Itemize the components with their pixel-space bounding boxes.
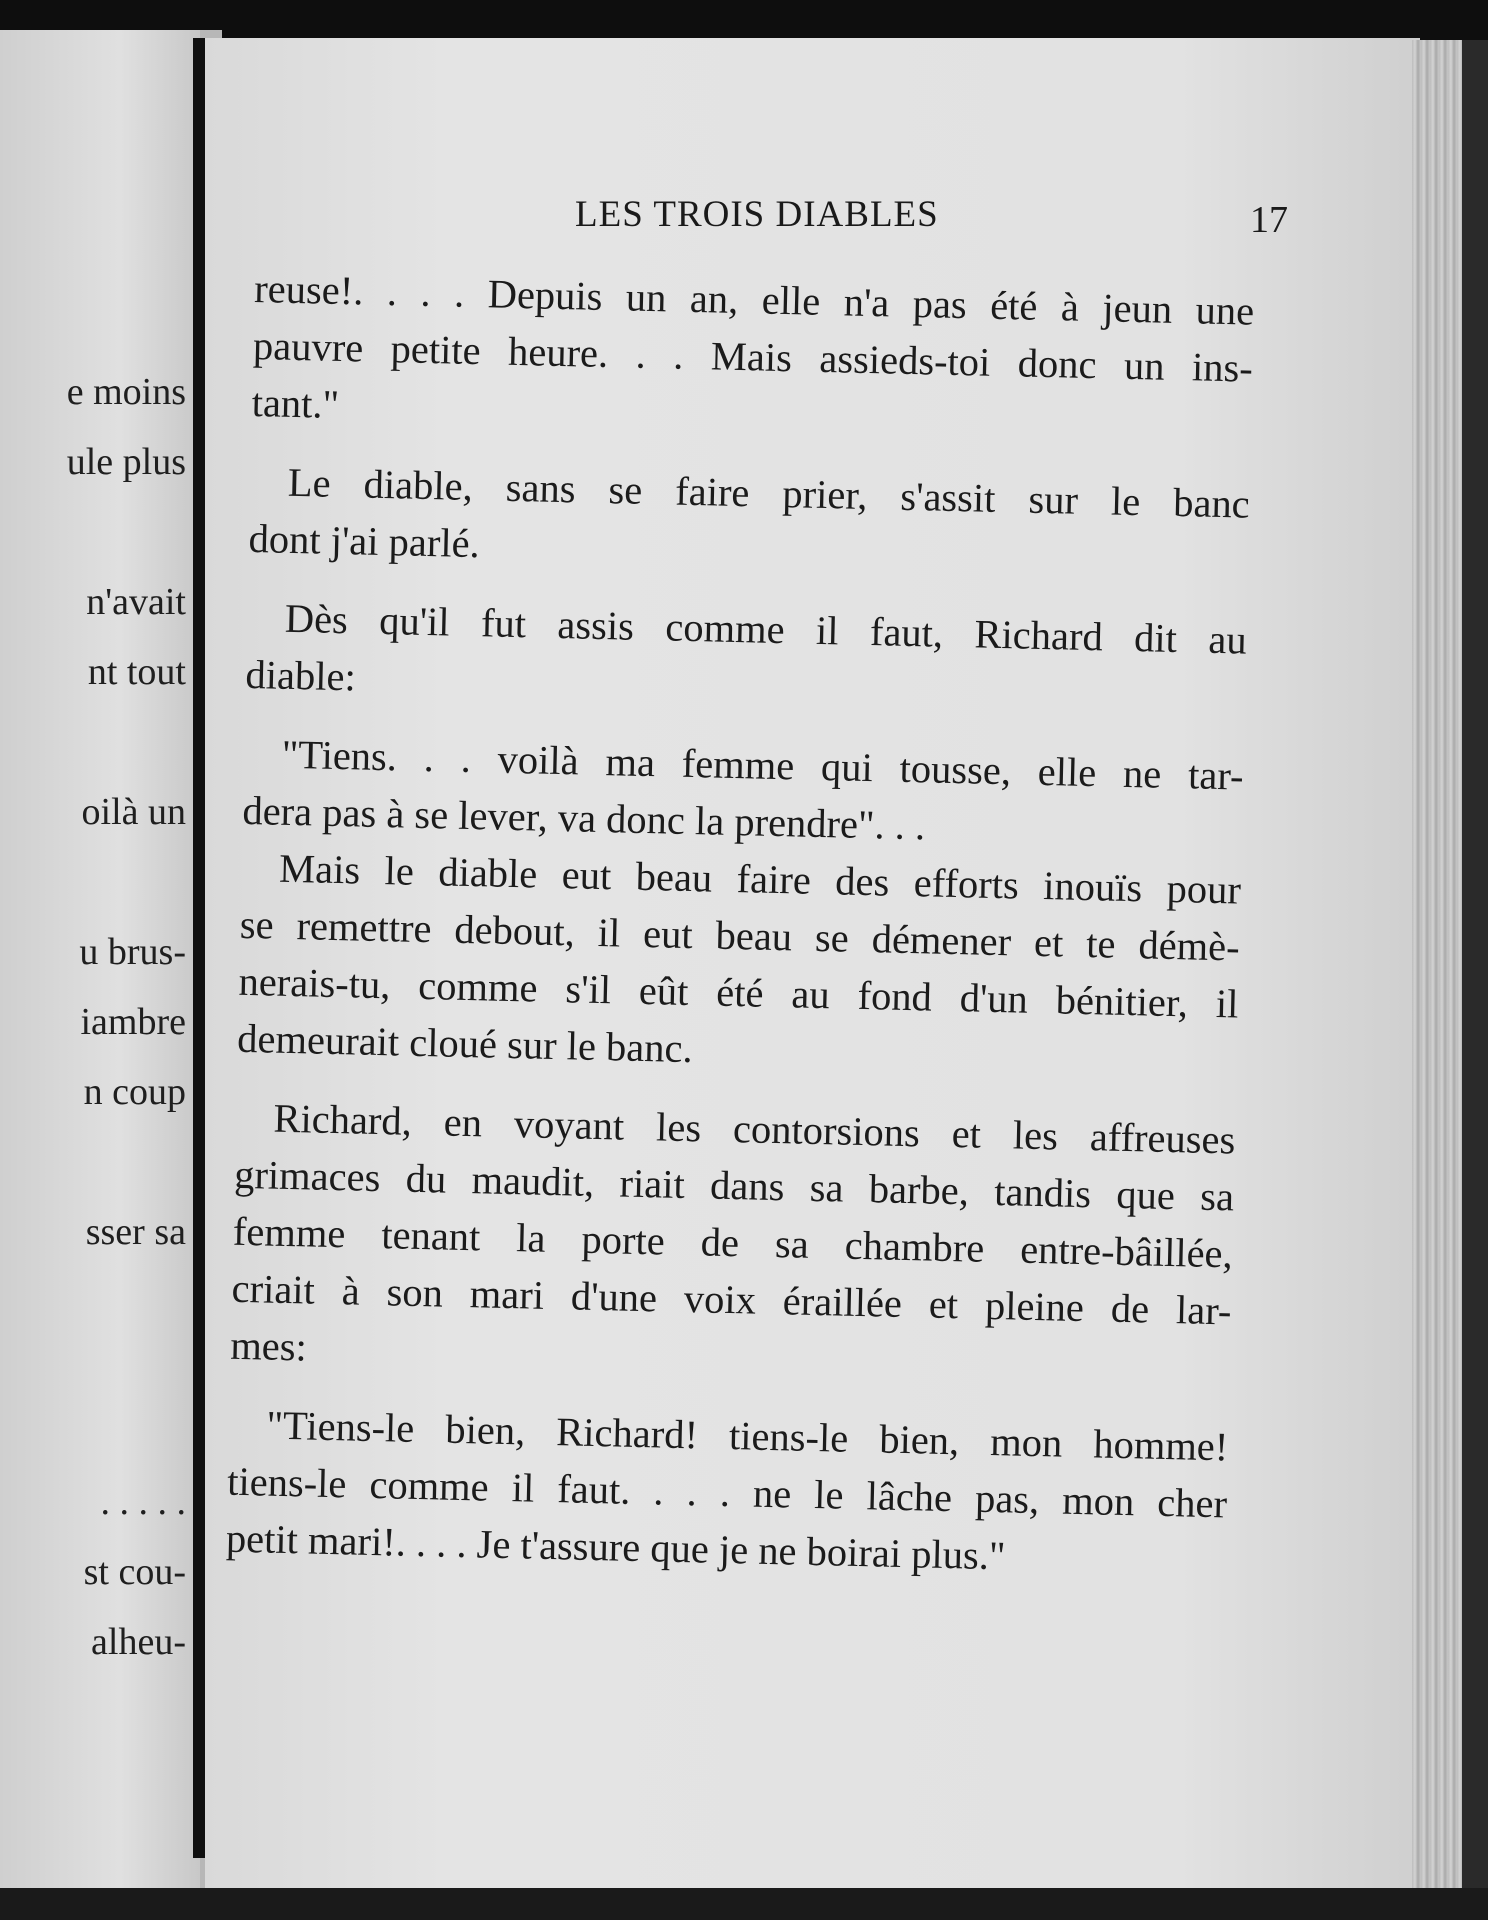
left-page-line: . . . . . <box>100 1481 186 1523</box>
left-page-line: oilà un <box>81 791 186 833</box>
left-page-line: nt tout <box>87 651 186 693</box>
text-line: mes: <box>229 1322 308 1370</box>
text-line: pauvre petite heure. . . Mais assieds-toi donc un ins- <box>252 322 1254 391</box>
bottom-band <box>0 1888 1488 1920</box>
text-line: tiens-le comme il faut. . . . ne le lâche pas, mon cher <box>226 1458 1228 1527</box>
text-line: diable: <box>245 651 357 700</box>
body-text <box>225 260 1254 1589</box>
left-page-line: n coup <box>83 1071 186 1113</box>
text-line: tant." <box>251 379 340 427</box>
text-line: petit mari!. . . . Je t'assure que je ne boirai plus." <box>225 1515 1006 1579</box>
left-page-line: e moins <box>66 371 186 413</box>
text-line: reuse!. . . . Depuis un an, elle n'a pas été à jeun une <box>253 265 1255 334</box>
left-page-line: ule plus <box>66 441 186 483</box>
text-line: criait à son mari d'une voix éraillée et pleine de lar- <box>231 1265 1232 1334</box>
text-line: grimaces du maudit, riait dans sa barbe, tandis que sa <box>233 1151 1235 1220</box>
text-line: Richard, en voyant les contorsions et les affreuses <box>273 1095 1236 1163</box>
text-line: "Tiens-le bien, Richard! tiens-le bien, mon homme! <box>266 1402 1229 1470</box>
text-line: demeurait cloué sur le banc. <box>236 1015 694 1072</box>
text-line: Mais le diable eut beau faire des efforts inouïs pour <box>278 845 1242 913</box>
left-page-line: alheu- <box>91 1621 186 1663</box>
text-line: se remettre debout, il eut beau se démener et te démè- <box>239 901 1241 970</box>
left-page-line: iambre <box>80 1001 186 1043</box>
left-page <box>0 30 200 1890</box>
left-page-line: u brus- <box>79 931 186 973</box>
page-edge-shadow <box>1462 40 1488 1900</box>
text-line: Le diable, sans se faire prier, s'assit sur le banc <box>287 459 1251 527</box>
text-line: "Tiens. . . voilà ma femme qui tousse, elle ne tar- <box>281 731 1245 799</box>
left-page-line: sser sa <box>85 1211 186 1253</box>
text-line: nerais-tu, comme s'il eût été au fond d'un bénitier, il <box>238 958 1239 1027</box>
text-line: femme tenant la porte de sa chambre entre-bâillée, <box>232 1208 1234 1277</box>
text-line: dera pas à se lever, va donc la prendre". . . <box>242 787 926 849</box>
text-line: Dès qu'il fut assis comme il faut, Richard dit au <box>284 595 1248 663</box>
left-page-line: st cou- <box>83 1551 186 1593</box>
right-page <box>205 38 1420 1890</box>
page-number: 17 <box>1250 199 1288 241</box>
left-page-line: n'avait <box>86 581 186 623</box>
running-head: LES TROIS DIABLES <box>575 194 939 235</box>
page-divider-shadow <box>193 38 205 1858</box>
text-line: dont j'ai parlé. <box>248 515 481 567</box>
